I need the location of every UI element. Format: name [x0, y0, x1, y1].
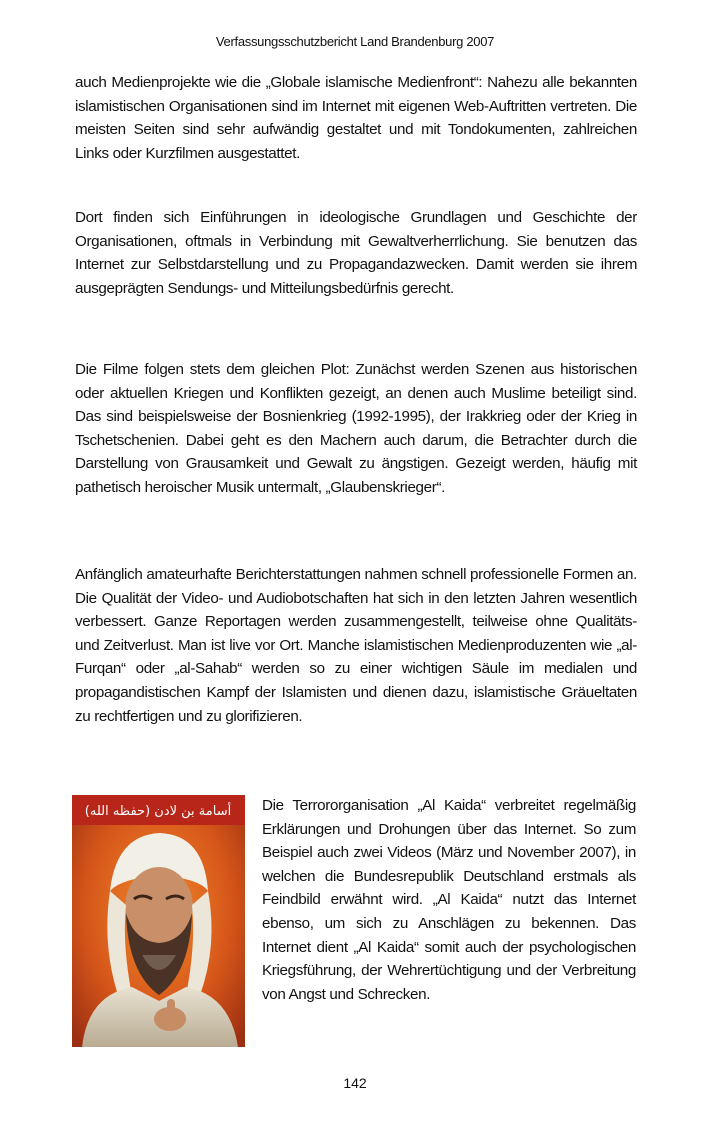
page-header: Verfassungsschutzbericht Land Brandenburg 2007: [215, 34, 495, 49]
figure-side-text: Die Terrororganisation „Al Kaida“ verbreitet regelmäßig Erklärungen und Drohungen über das Internet. So zum Beispiel auch zwei Videos (März und November 2007), in welchen die Bundesrepublik Deutschland erstmals als Feindbild erwähnt wird. „Al Kaida“ nutzt das Internet ebenso, um sich zu Anschlägen zu bekennen. Das Internet dient „Al Kaida“ somit auch der psychologischen Kriegsführung, der Wehrertüchtigung und der Verbreitung von Angst und Schrecken.: [262, 797, 636, 1003]
body-paragraph-4: Anfänglich amateurhafte Berichterstattungen nahmen schnell professionelle Formen an. Die Qualität der Video- und Audiobotschaften hat sich in den letzten Jahren wesentlich verbessert. Ganze Reportagen werden zusammengestellt, teilweise ohne Qualitäts- und Zeitverlust. Man ist live vor Ort. Manche islamistischen Medienproduzenten wie „al-Furqan“ oder „al-Sahab“ werden so zu einer wichtigen Säule im medialen und propagandistischen Kampf der Islamisten und dienen dazu, islamistische Gräueltaten zu rechtfertigen und zu glorifizieren.: [75, 566, 637, 725]
body-paragraph-1: auch Medienprojekte wie die „Globale islamische Medienfront“: Nahezu alle bekannten islamistischen Organisationen sind im Internet mit eigenen Web-Auftritten vertreten. Die meisten Seiten sind sehr aufwändig gestaltet und mit Tondokumenten, zahlreichen Links oder Kurzfilmen ausgestattet.: [75, 74, 637, 162]
body-paragraph-3: Die Filme folgen stets dem gleichen Plot: Zunächst werden Szenen aus historischen oder aktuellen Kriegen und Konflikten gezeigt, an denen auch Muslime beteiligt sind. Das sind beispielsweise der Bosnienkrieg (1992-1995), der Irakkrieg oder der Krieg in Tschetschenien. Dabei geht es den Machern auch darum, die Betrachter durch die Darstellung von Grausamkeit und Gewalt zu ängstigen. Gezeigt werden, häufig mit pathetisch heroischer Musik untermalt, „Glaubenskrieger“.: [75, 361, 637, 496]
body-paragraph-2: Dort finden sich Einführungen in ideologische Grundlagen und Geschichte der Organisationen, oftmals in Verbindung mit Gewaltverherrlichung. Sie benutzen das Internet zur Selbstdarstellung und zu Propagandazwecken. Damit werden sie ihrem ausgeprägten Sendungs- und Mitteilungsbedürfnis gerecht.: [75, 209, 637, 297]
portrait-photo-icon: [72, 795, 245, 1047]
page-number: 142: [343, 1075, 367, 1091]
video-still-image: [72, 795, 245, 1047]
image-banner-text: أسامة بن لادن (حفظه الله): [84, 804, 232, 819]
